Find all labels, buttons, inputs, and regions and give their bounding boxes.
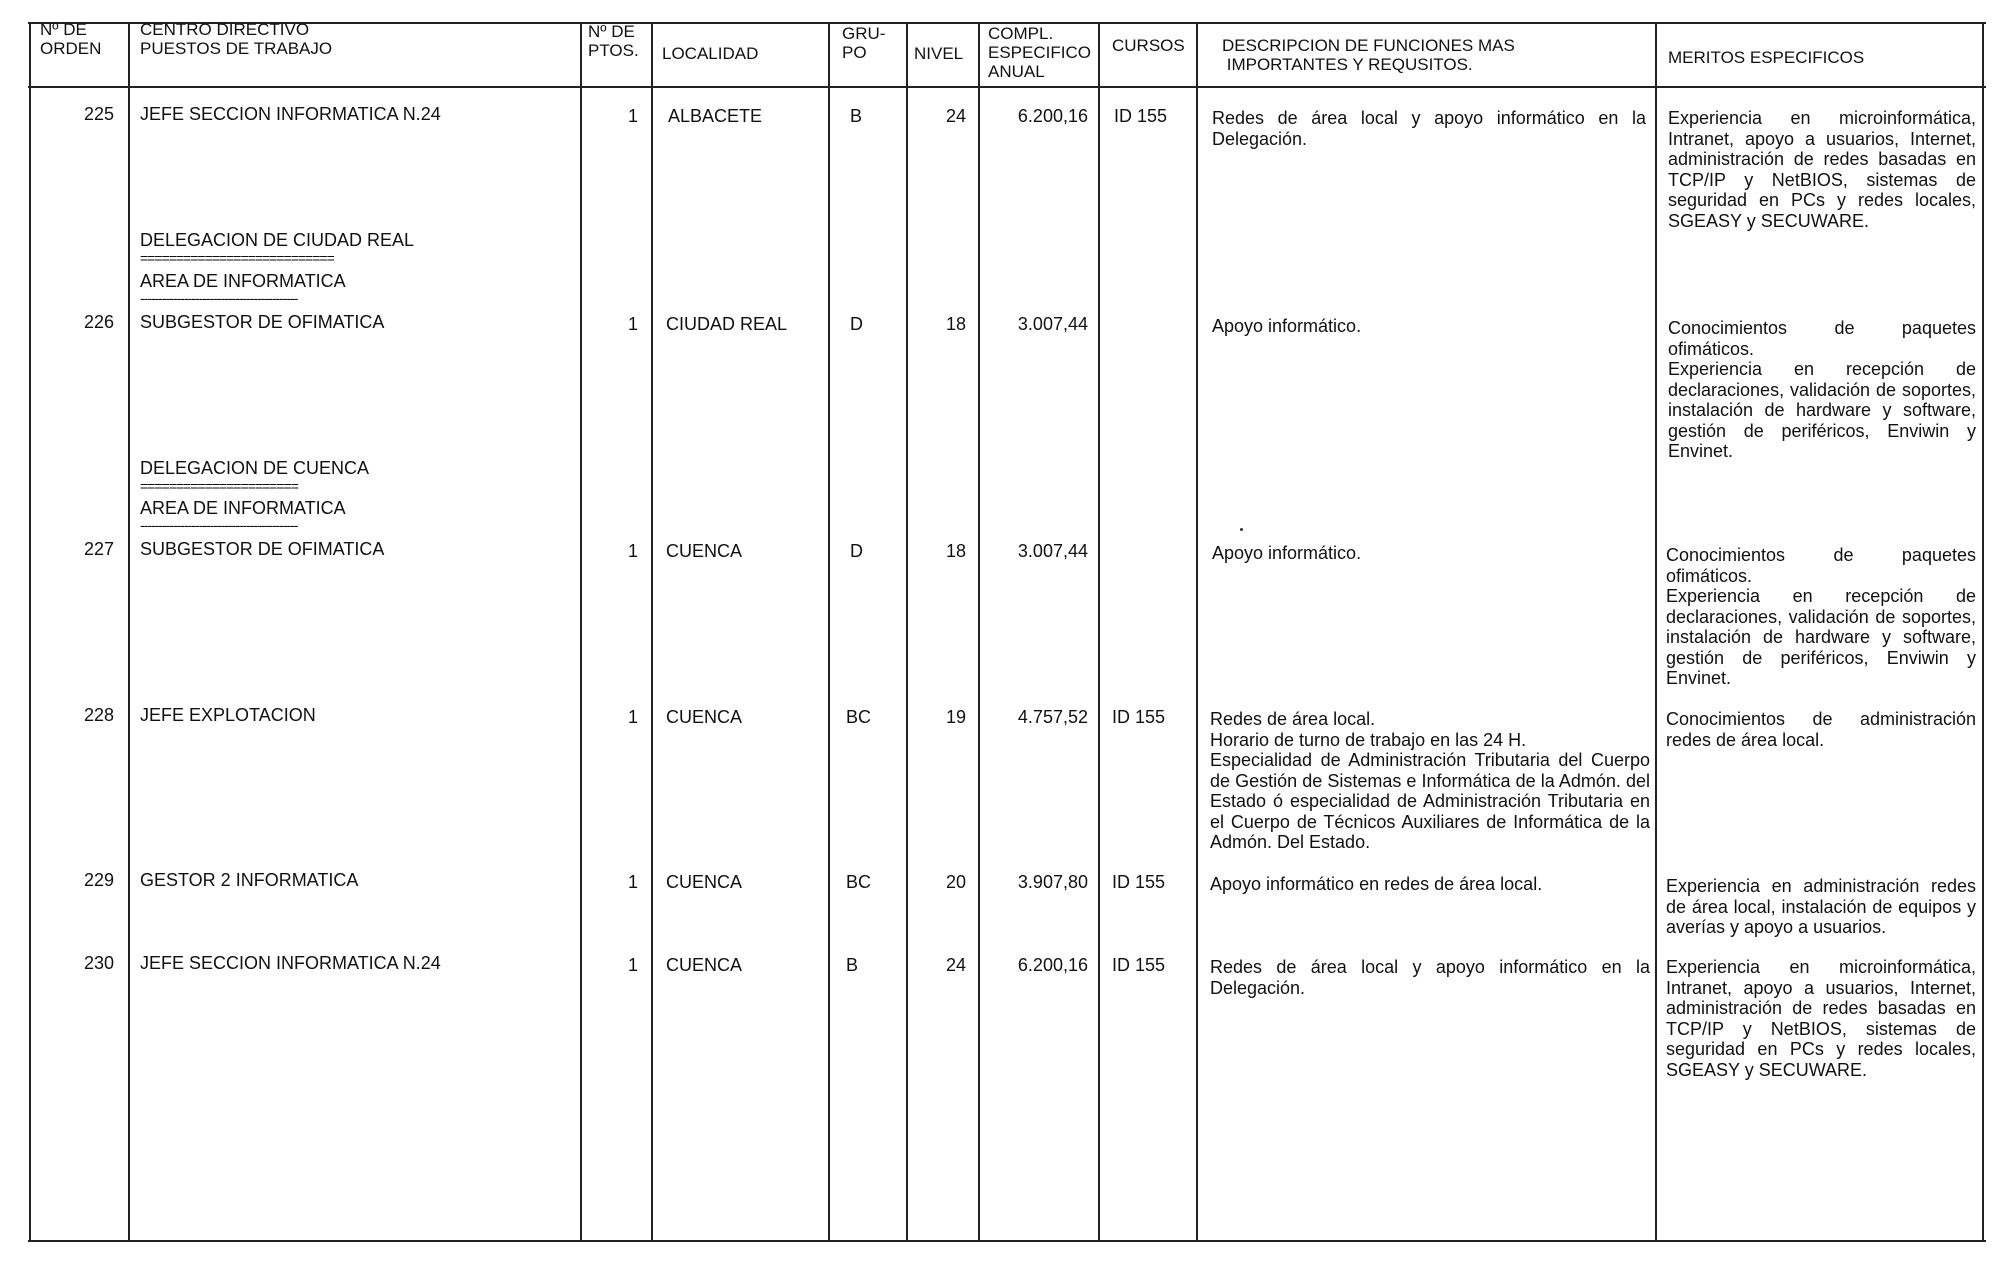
- column-divider: [580, 22, 582, 1242]
- header-cursos: CURSOS: [1112, 36, 1185, 55]
- row-229-ptos: 1: [627, 872, 638, 892]
- row-230-ptos: 1: [627, 955, 638, 975]
- row-225-cursos: ID 155: [1114, 106, 1168, 126]
- row-230-nivel: 24: [945, 955, 966, 975]
- header-orden: Nº DE ORDEN: [40, 20, 102, 58]
- row-225-orden: 225: [83, 104, 114, 124]
- table-right-border: [1982, 22, 1984, 1242]
- row-229-grupo: BC: [846, 872, 872, 892]
- row-227-compl: 3.007,44: [1017, 541, 1088, 561]
- column-divider: [1655, 22, 1657, 1242]
- row-225-ptos: 1: [627, 106, 638, 126]
- row-228-meritos: Conocimientos de administración redes de área local.: [1666, 709, 1976, 750]
- row-225-grupo: B: [850, 106, 863, 126]
- row-230-puesto: JEFE SECCION INFORMATICA N.24: [140, 953, 441, 973]
- section-area-rule: -------------------------------------------: [140, 291, 298, 305]
- row-227-localidad: CUENCA: [666, 541, 743, 561]
- row-228-grupo: BC: [846, 707, 872, 727]
- row-227-puesto: SUBGESTOR DE OFIMATICA: [140, 539, 385, 559]
- row-228-localidad: CUENCA: [666, 707, 743, 727]
- row-227-meritos: Conocimientos de paquetes ofimáticos. Experiencia en recepción de declaraciones, validación de soportes, instalación de hardware y software, gestión de periféricos, Enviwin y Envinet.: [1666, 545, 1976, 688]
- header-bottom-border: [28, 86, 1986, 88]
- row-230-grupo: B: [846, 955, 859, 975]
- row-228-ptos: 1: [627, 707, 638, 727]
- row-228-nivel: 19: [945, 707, 966, 727]
- row-228-cursos: ID 155: [1112, 707, 1166, 727]
- table-left-border: [29, 22, 31, 1242]
- section-delegacion-ciudad-real: DELEGACION DE CIUDAD REAL: [140, 230, 415, 250]
- section-delegacion-rule: ===========================: [140, 251, 334, 265]
- row-227-orden: 227: [83, 539, 114, 559]
- row-226-ptos: 1: [627, 314, 638, 334]
- column-divider: [128, 22, 130, 1242]
- row-228-descripcion: Redes de área local. Horario de turno de trabajo en las 24 H. Especialidad de Administración Tributaria del Cuerpo de Gestión de Sistemas e Informática de la Admón. del Estado ó especialidad de Administración Tributaria en el Cuerpo de Técnicos Auxiliares de Informática de la Admón. Del Estado.: [1210, 709, 1650, 852]
- table-bottom-border: [28, 1240, 1986, 1242]
- column-divider: [978, 22, 980, 1242]
- column-divider: [651, 22, 653, 1242]
- column-divider: [1098, 22, 1100, 1242]
- header-nivel: NIVEL: [914, 44, 964, 63]
- header-meritos: MERITOS ESPECIFICOS: [1668, 48, 1865, 67]
- row-229-nivel: 20: [945, 872, 966, 892]
- header-grupo: GRU- PO: [842, 24, 886, 62]
- row-226-grupo: D: [850, 314, 863, 334]
- row-225-puesto: JEFE SECCION INFORMATICA N.24: [140, 104, 441, 124]
- row-225-descripcion: Redes de área local y apoyo informático en la Delegación.: [1212, 108, 1646, 149]
- row-226-orden: 226: [83, 312, 114, 332]
- row-230-compl: 6.200,16: [1017, 955, 1088, 975]
- header-descripcion: DESCRIPCION DE FUNCIONES MAS IMPORTANTES Y REQUSITOS.: [1222, 36, 1515, 74]
- row-228-orden: 228: [83, 705, 114, 725]
- row-225-nivel: 24: [945, 106, 966, 126]
- row-229-meritos: Experiencia en administración redes de área local, instalación de equipos y averías y apoyo a usuarios.: [1666, 876, 1976, 937]
- row-226-descripcion: Apoyo informático.: [1212, 316, 1362, 336]
- row-227-ptos: 1: [627, 541, 638, 561]
- row-230-orden: 230: [83, 953, 114, 973]
- header-compl-especifico: COMPL. ESPECIFICO ANUAL: [988, 24, 1091, 81]
- row-230-localidad: CUENCA: [666, 955, 743, 975]
- column-divider: [1196, 22, 1198, 1242]
- row-228-puesto: JEFE EXPLOTACION: [140, 705, 316, 725]
- row-229-compl: 3.907,80: [1017, 872, 1088, 892]
- row-226-compl: 3.007,44: [1017, 314, 1088, 334]
- row-225-localidad: ALBACETE: [668, 106, 763, 126]
- section-area-cuenca: AREA DE INFORMATICA: [140, 498, 346, 518]
- section-area-rule: -------------------------------------------: [140, 518, 298, 532]
- row-229-descripcion: Apoyo informático en redes de área local.: [1210, 874, 1543, 894]
- row-226-localidad: CIUDAD REAL: [666, 314, 788, 334]
- row-225-meritos: Experiencia en microinformática, Intranet, apoyo a usuarios, Internet, administración de redes basadas en TCP/IP y NetBIOS, sistemas de seguridad en PCs y redes locales, SGEASY y SECUWARE.: [1668, 108, 1976, 231]
- row-227-grupo: D: [850, 541, 863, 561]
- row-226-nivel: 18: [945, 314, 966, 334]
- column-divider: [828, 22, 830, 1242]
- column-divider: [906, 22, 908, 1242]
- row-227-descripcion: Apoyo informático.: [1212, 543, 1362, 563]
- row-230-descripcion: Redes de área local y apoyo informático en la Delegación.: [1210, 957, 1650, 998]
- row-229-orden: 229: [83, 870, 114, 890]
- row-227-nivel: 18: [945, 541, 966, 561]
- section-area-ciudad-real: AREA DE INFORMATICA: [140, 271, 346, 291]
- header-centro-directivo: CENTRO DIRECTIVO PUESTOS DE TRABAJO: [140, 20, 333, 58]
- row-230-cursos: ID 155: [1112, 955, 1166, 975]
- row-225-compl: 6.200,16: [1017, 106, 1088, 126]
- section-delegacion-rule: ======================: [140, 479, 298, 493]
- row-229-cursos: ID 155: [1112, 872, 1166, 892]
- row-230-meritos: Experiencia en microinformática, Intranet, apoyo a usuarios, Internet, administración de redes basadas en TCP/IP y NetBIOS, sistemas de seguridad en PCs y redes locales, SGEASY y SECUWARE.: [1666, 957, 1976, 1080]
- stray-mark: [1240, 528, 1243, 531]
- header-ptos: Nº DE PTOS.: [588, 22, 639, 60]
- row-228-compl: 4.757,52: [1017, 707, 1088, 727]
- row-229-localidad: CUENCA: [666, 872, 743, 892]
- row-226-puesto: SUBGESTOR DE OFIMATICA: [140, 312, 385, 332]
- section-delegacion-cuenca: DELEGACION DE CUENCA: [140, 458, 370, 478]
- row-226-meritos: Conocimientos de paquetes ofimáticos. Experiencia en recepción de declaraciones, validación de soportes, instalación de hardware y software, gestión de periféricos, Enviwin y Envinet.: [1668, 318, 1976, 461]
- row-229-puesto: GESTOR 2 INFORMATICA: [140, 870, 359, 890]
- header-localidad: LOCALIDAD: [662, 44, 759, 63]
